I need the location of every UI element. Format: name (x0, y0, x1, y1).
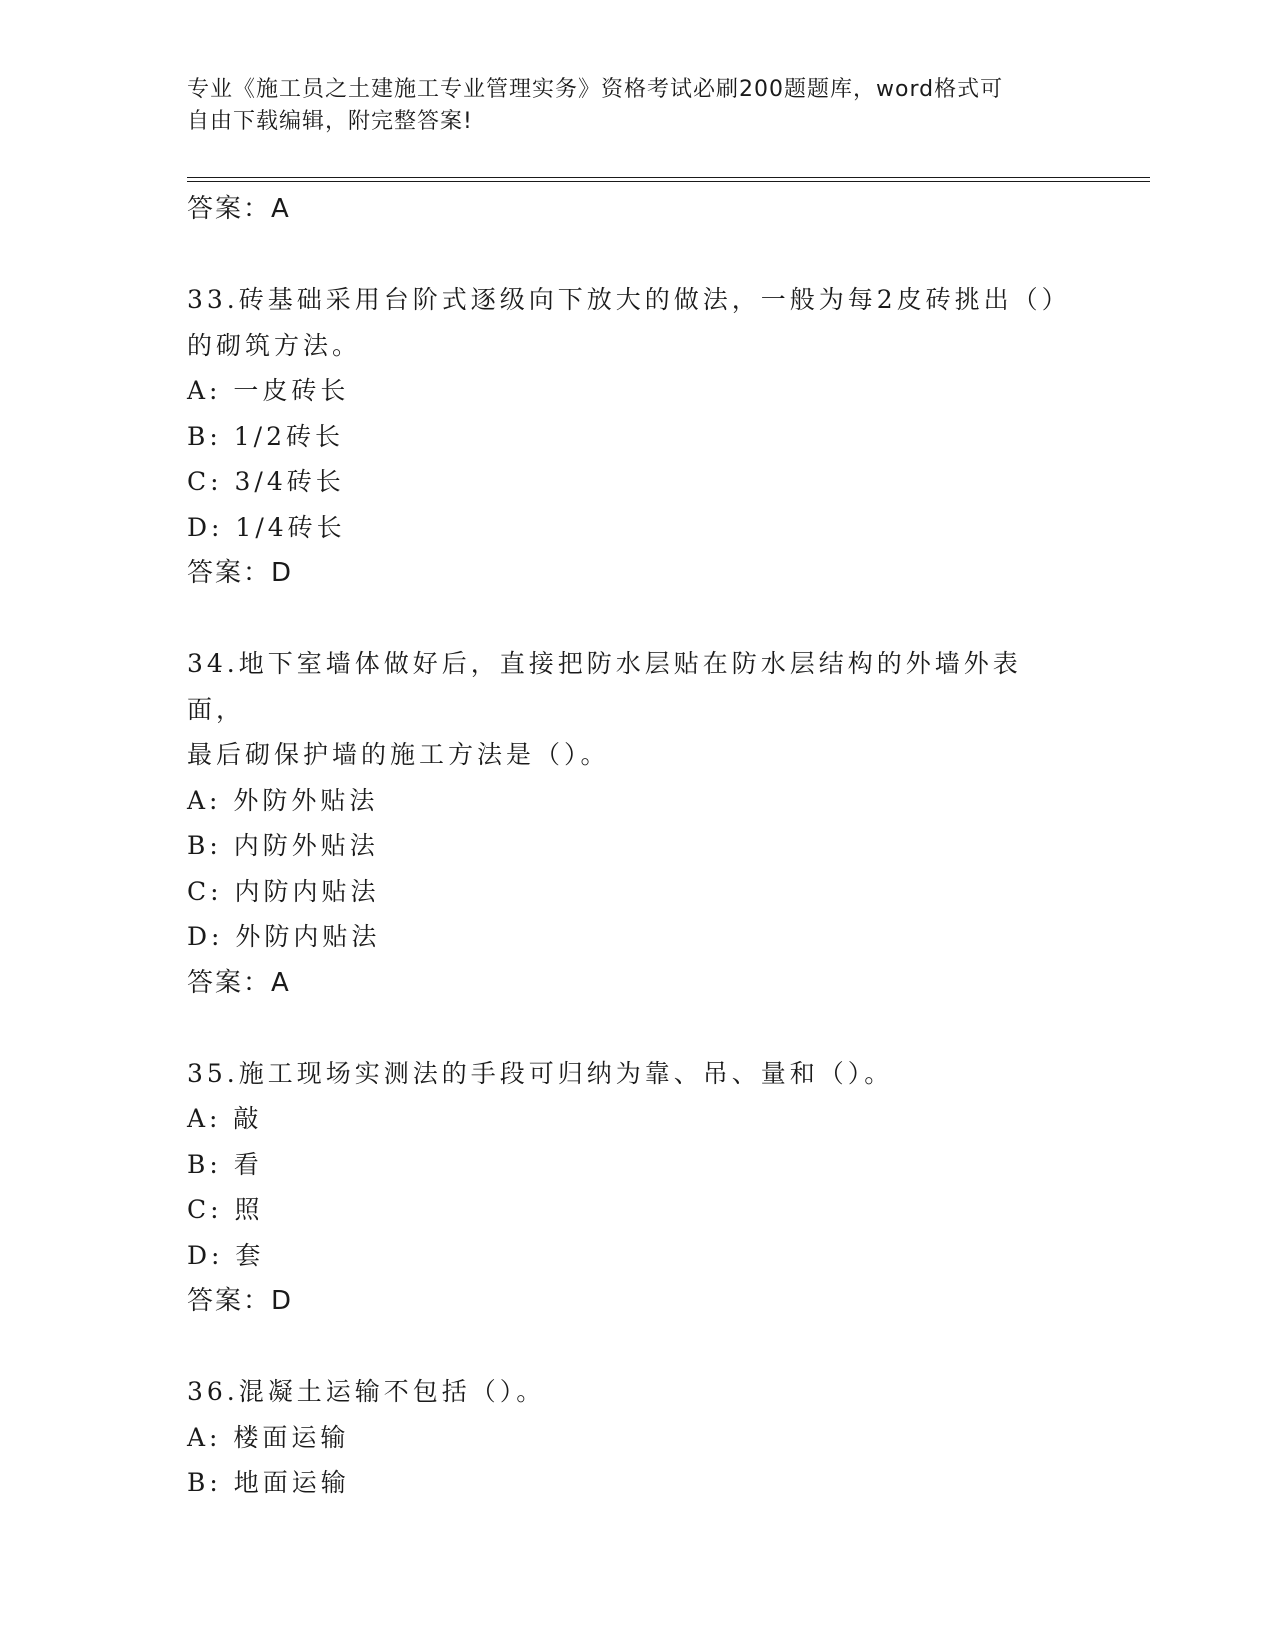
option-b: B: 看 (187, 1149, 263, 1179)
question-text: 的砌筑方法。 (187, 330, 362, 360)
question-text: 最后砌保护墙的施工方法是（）。 (187, 740, 610, 769)
option-a: A: 敲 (187, 1104, 263, 1133)
option-d: D: 外防内贴法 (187, 922, 381, 951)
answer-line: 答案：D (187, 1286, 294, 1316)
option-c: C: 3/4砖长 (187, 467, 345, 496)
option-d: D: 套 (187, 1240, 265, 1270)
question-33 (187, 277, 1071, 596)
question-text: 35.施工现场实测法的手段可归纳为靠、吊、量和（）。 (187, 1058, 894, 1088)
question-36 (187, 1369, 1067, 1506)
option-c: C: 照 (187, 1195, 264, 1224)
option-a: A: 外防外贴法 (187, 785, 379, 815)
header-line-2: 自由下载编辑，附完整答案! (187, 109, 473, 134)
question-text: 34.地下室墙体做好后，直接把防水层贴在防水层结构的外墙外表面， (187, 649, 1022, 724)
answer-line: 答案：A (187, 967, 291, 998)
question-34 (187, 641, 1067, 1006)
question-text: 33.砖基础采用台阶式逐级向下放大的做法，一般为每2皮砖挑出（） (187, 285, 1071, 314)
option-c: C: 内防内贴法 (187, 876, 380, 906)
option-b: B: 地面运输 (187, 1468, 350, 1497)
answer-line: 答案：A (187, 194, 291, 224)
answer-line: 答案：D (187, 558, 294, 588)
header-line-1: 专业《施工员之土建施工专业管理实务》资格考试必刷200题题库，word格式可 (187, 77, 1004, 102)
option-b: B: 1/2砖长 (187, 421, 344, 451)
option-a: A: 一皮砖长 (187, 376, 350, 405)
option-b: B: 内防外贴法 (187, 831, 379, 860)
page-header (187, 74, 1067, 138)
option-d: D: 1/4砖长 (187, 512, 346, 542)
header-double-rule (187, 177, 1150, 182)
question-35 (187, 1051, 1067, 1325)
question-text: 36.混凝土运输不包括（）。 (187, 1377, 546, 1406)
option-a: A: 楼面运输 (187, 1422, 350, 1452)
question-list (187, 186, 1071, 1506)
